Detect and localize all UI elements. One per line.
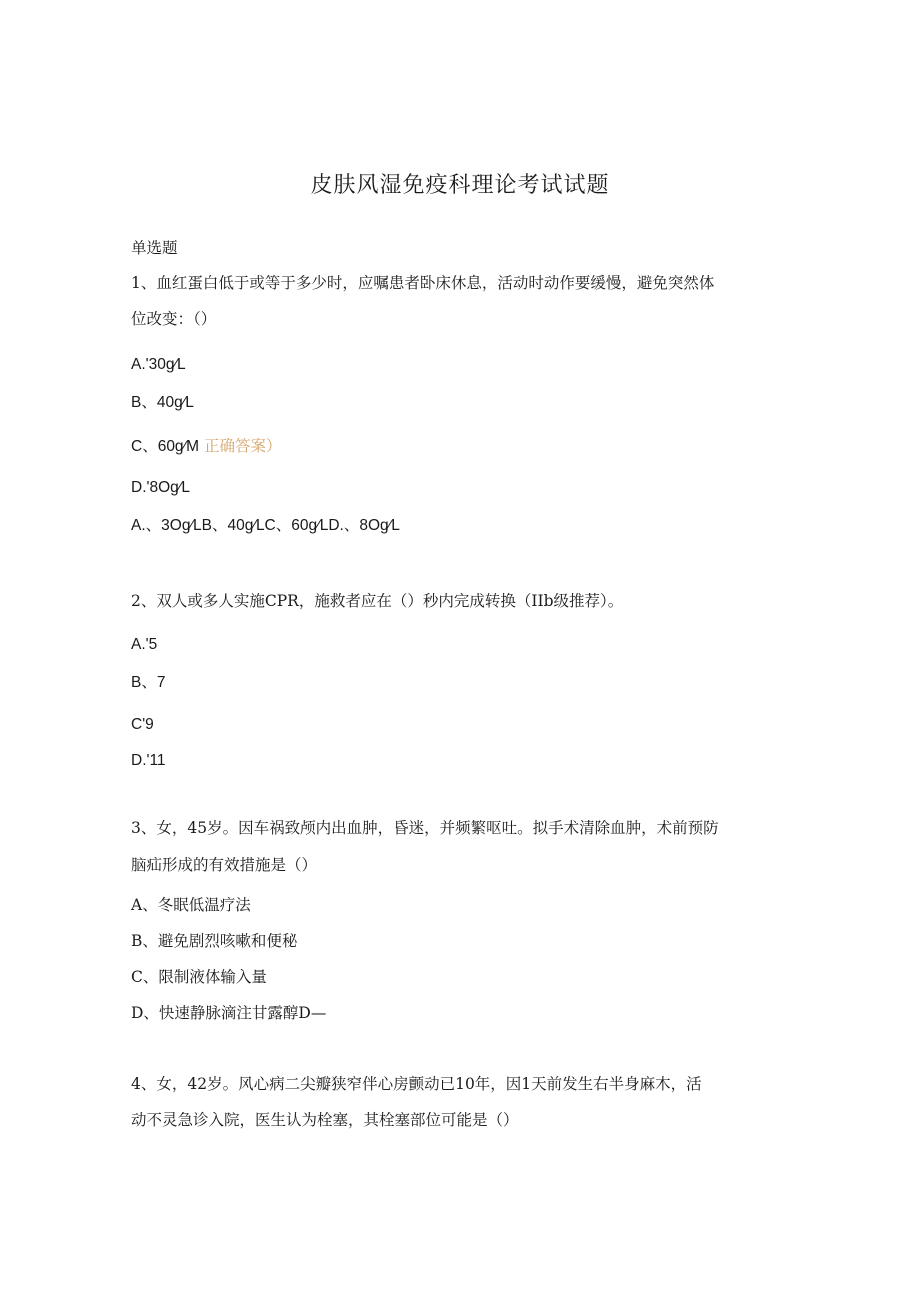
- question-4-stem-line1: 4、女，42岁。风心病二尖瓣狭窄伴心房颤动已10年，因1天前发生右半身麻木，活: [131, 1075, 702, 1093]
- question-2-option-d: D.'11: [131, 752, 166, 769]
- question-2-stem-line1: 2、双人或多人实施CPR，施救者应在（）秒内完成转换（IIb级推荐）。: [131, 592, 624, 610]
- question-2-option-b: B、7: [131, 674, 166, 691]
- question-1-option-c: C、60g∕M: [131, 438, 200, 455]
- question-1-option-a: A.'30g∕L: [131, 356, 186, 373]
- page-title: 皮肤风湿免疫科理论考试试题: [310, 173, 610, 198]
- question-3-option-c: C、限制液体输入量: [131, 968, 267, 986]
- question-1-stem-line2: 位改变：（）: [131, 310, 217, 328]
- question-3-option-b: B、避免剧烈咳嗽和便秘: [131, 932, 298, 950]
- question-1-option-c-row: [131, 436, 282, 457]
- question-2-option-a: A.'5: [131, 636, 158, 653]
- question-1-stem-line1: 1、血红蛋白低于或等于多少时，应嘱患者卧床休息，活动时动作要缓慢，避免突然体: [131, 274, 715, 292]
- question-2-option-c: C'9: [131, 716, 154, 733]
- question-3-option-d: D、快速静脉滴注甘露醇D—: [131, 1004, 327, 1022]
- question-1-option-b: B、40g∕L: [131, 394, 194, 411]
- question-1-option-d: D.'8Og∕L: [131, 479, 190, 496]
- question-3-option-a: A、冬眠低温疗法: [131, 896, 251, 914]
- question-3-stem-line2: 脑疝形成的有效措施是（）: [131, 856, 318, 874]
- question-4-stem-line2: 动不灵急诊入院，医生认为栓塞，其栓塞部位可能是（）: [131, 1111, 519, 1129]
- question-3-stem-line1: 3、女，45岁。因车祸致颅内出血肿，昏迷，并频繁呕吐。拟手术清除血肿，术前预防: [131, 819, 719, 837]
- section-heading: 单选题: [131, 239, 178, 257]
- correct-answer-mark: 正确答案）: [204, 437, 282, 455]
- question-1-summary-line: A.、3Og∕LB、40g∕LC、60g∕LD.、8Og∕L: [131, 517, 400, 534]
